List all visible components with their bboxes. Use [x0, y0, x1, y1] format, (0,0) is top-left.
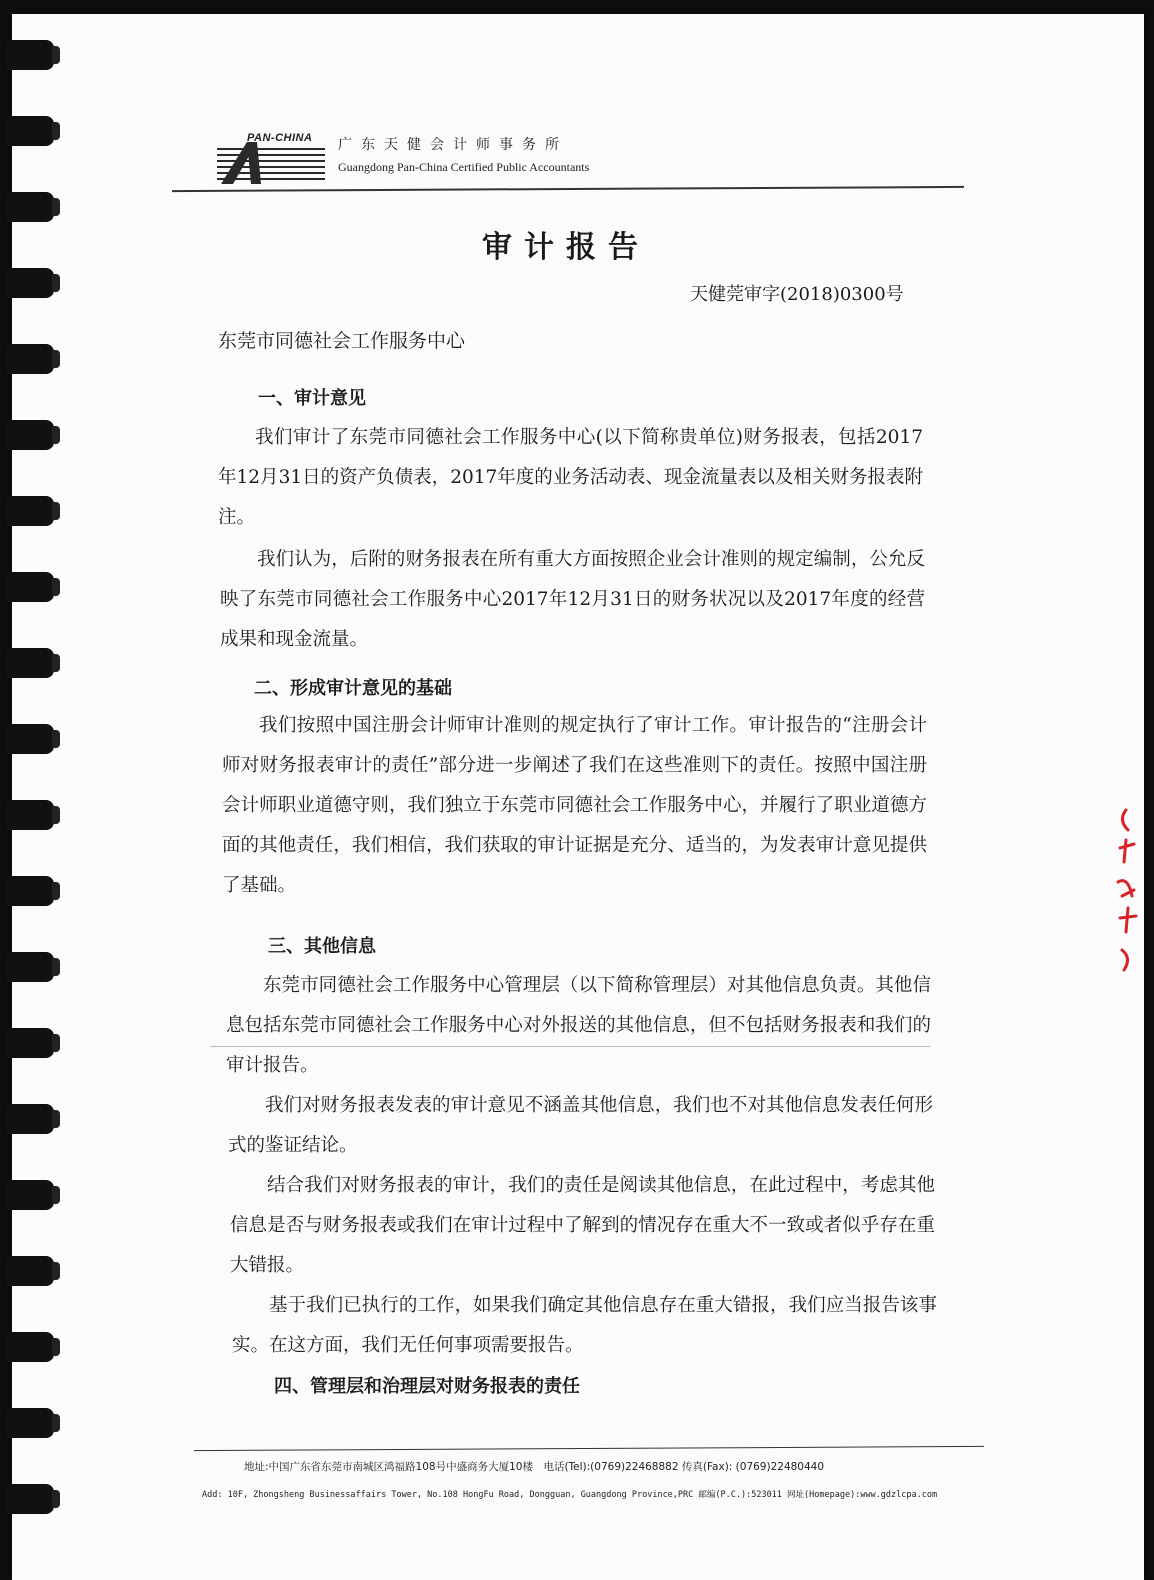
- section-heading-other-info: 三、其他信息: [268, 936, 376, 957]
- seal-fragment-icon: [1106, 800, 1146, 990]
- paragraph-other-info-reading: 结合我们对财务报表的审计，我们的责任是阅读其他信息，在此过程中，考虑其他信息是否与财务报表或我们在审计过程中了解到的情况存在重大不一致或者似乎存在重大错报。: [230, 1175, 935, 1276]
- paragraph-opinion-scope: 我们审计了东莞市同德社会工作服务中心(以下简称贵单位)财务报表，包括2017年12月31日的资产负债表，2017年度的业务活动表、现金流量表以及相关财务报表附注。: [218, 427, 923, 528]
- paragraph-other-info-scope: 我们对财务报表发表的审计意见不涵盖其他信息，我们也不对其他信息发表任何形式的鉴证结论。: [228, 1095, 933, 1156]
- paragraph-other-info-conclusion: 基于我们已执行的工作，如果我们确定其他信息存在重大错报，我们应当报告该事实。在这方面，我们无任何事项需要报告。: [232, 1295, 937, 1356]
- reference-number: 天健莞审字(2018)0300号: [690, 284, 904, 305]
- footer-address-cn: 地址:中国广东省东莞市南城区鸿福路108号中盛商务大厦10楼 电话(Tel):(0769)22468882 传真(Fax): (0769)22480440: [244, 1461, 825, 1473]
- footer-address-en: Add: 10F, Zhongsheng Businessaffairs Tower, No.108 HongFu Road, Dongguan, Guangdong Province,PRC 邮编(P.C.):523011 网址(Homepage):www.gdzlcpa.com: [202, 1490, 938, 1500]
- firm-name-en: Guangdong Pan-China Certified Public Accountants: [338, 160, 590, 174]
- section-heading-basis: 二、形成审计意见的基础: [254, 678, 452, 699]
- section-heading-opinion: 一、审计意见: [258, 388, 366, 409]
- section-heading-management-responsibility: 四、管理层和治理层对财务报表的责任: [274, 1376, 580, 1397]
- report-title: 审计报告: [482, 230, 650, 265]
- addressee: 东莞市同德社会工作服务中心: [218, 330, 466, 352]
- paragraph-opinion: 我们认为，后附的财务报表在所有重大方面按照企业会计准则的规定编制，公允反映了东莞市同德社会工作服务中心2017年12月31日的财务状况以及2017年度的经营成果和现金流量。: [220, 549, 925, 650]
- red-seal-edge: [1106, 800, 1146, 990]
- paragraph-basis: 我们按照中国注册会计师审计准则的规定执行了审计工作。审计报告的“注册会计师对财务报表审计的责任”部分进一步阐述了我们在这些准则下的责任。按照中国注册会计师职业道德守则，我们独立于东莞市同德社会工作服务中心，并履行了职业道德方面的其他责任，我们相信，我们获取的审计证据是充分、适当的，为发表审计意见提供了基础。: [222, 715, 927, 896]
- paragraph-other-info-responsibility: 东莞市同德社会工作服务中心管理层（以下简称管理层）对其他信息负责。其他信息包括东莞市同德社会工作服务中心对外报送的其他信息，但不包括财务报表和我们的审计报告。: [226, 975, 931, 1076]
- faint-line: [210, 1046, 930, 1047]
- firm-name-cn: 广东天健会计师事务所: [338, 137, 568, 153]
- brand-name: PAN-CHINA: [247, 132, 313, 144]
